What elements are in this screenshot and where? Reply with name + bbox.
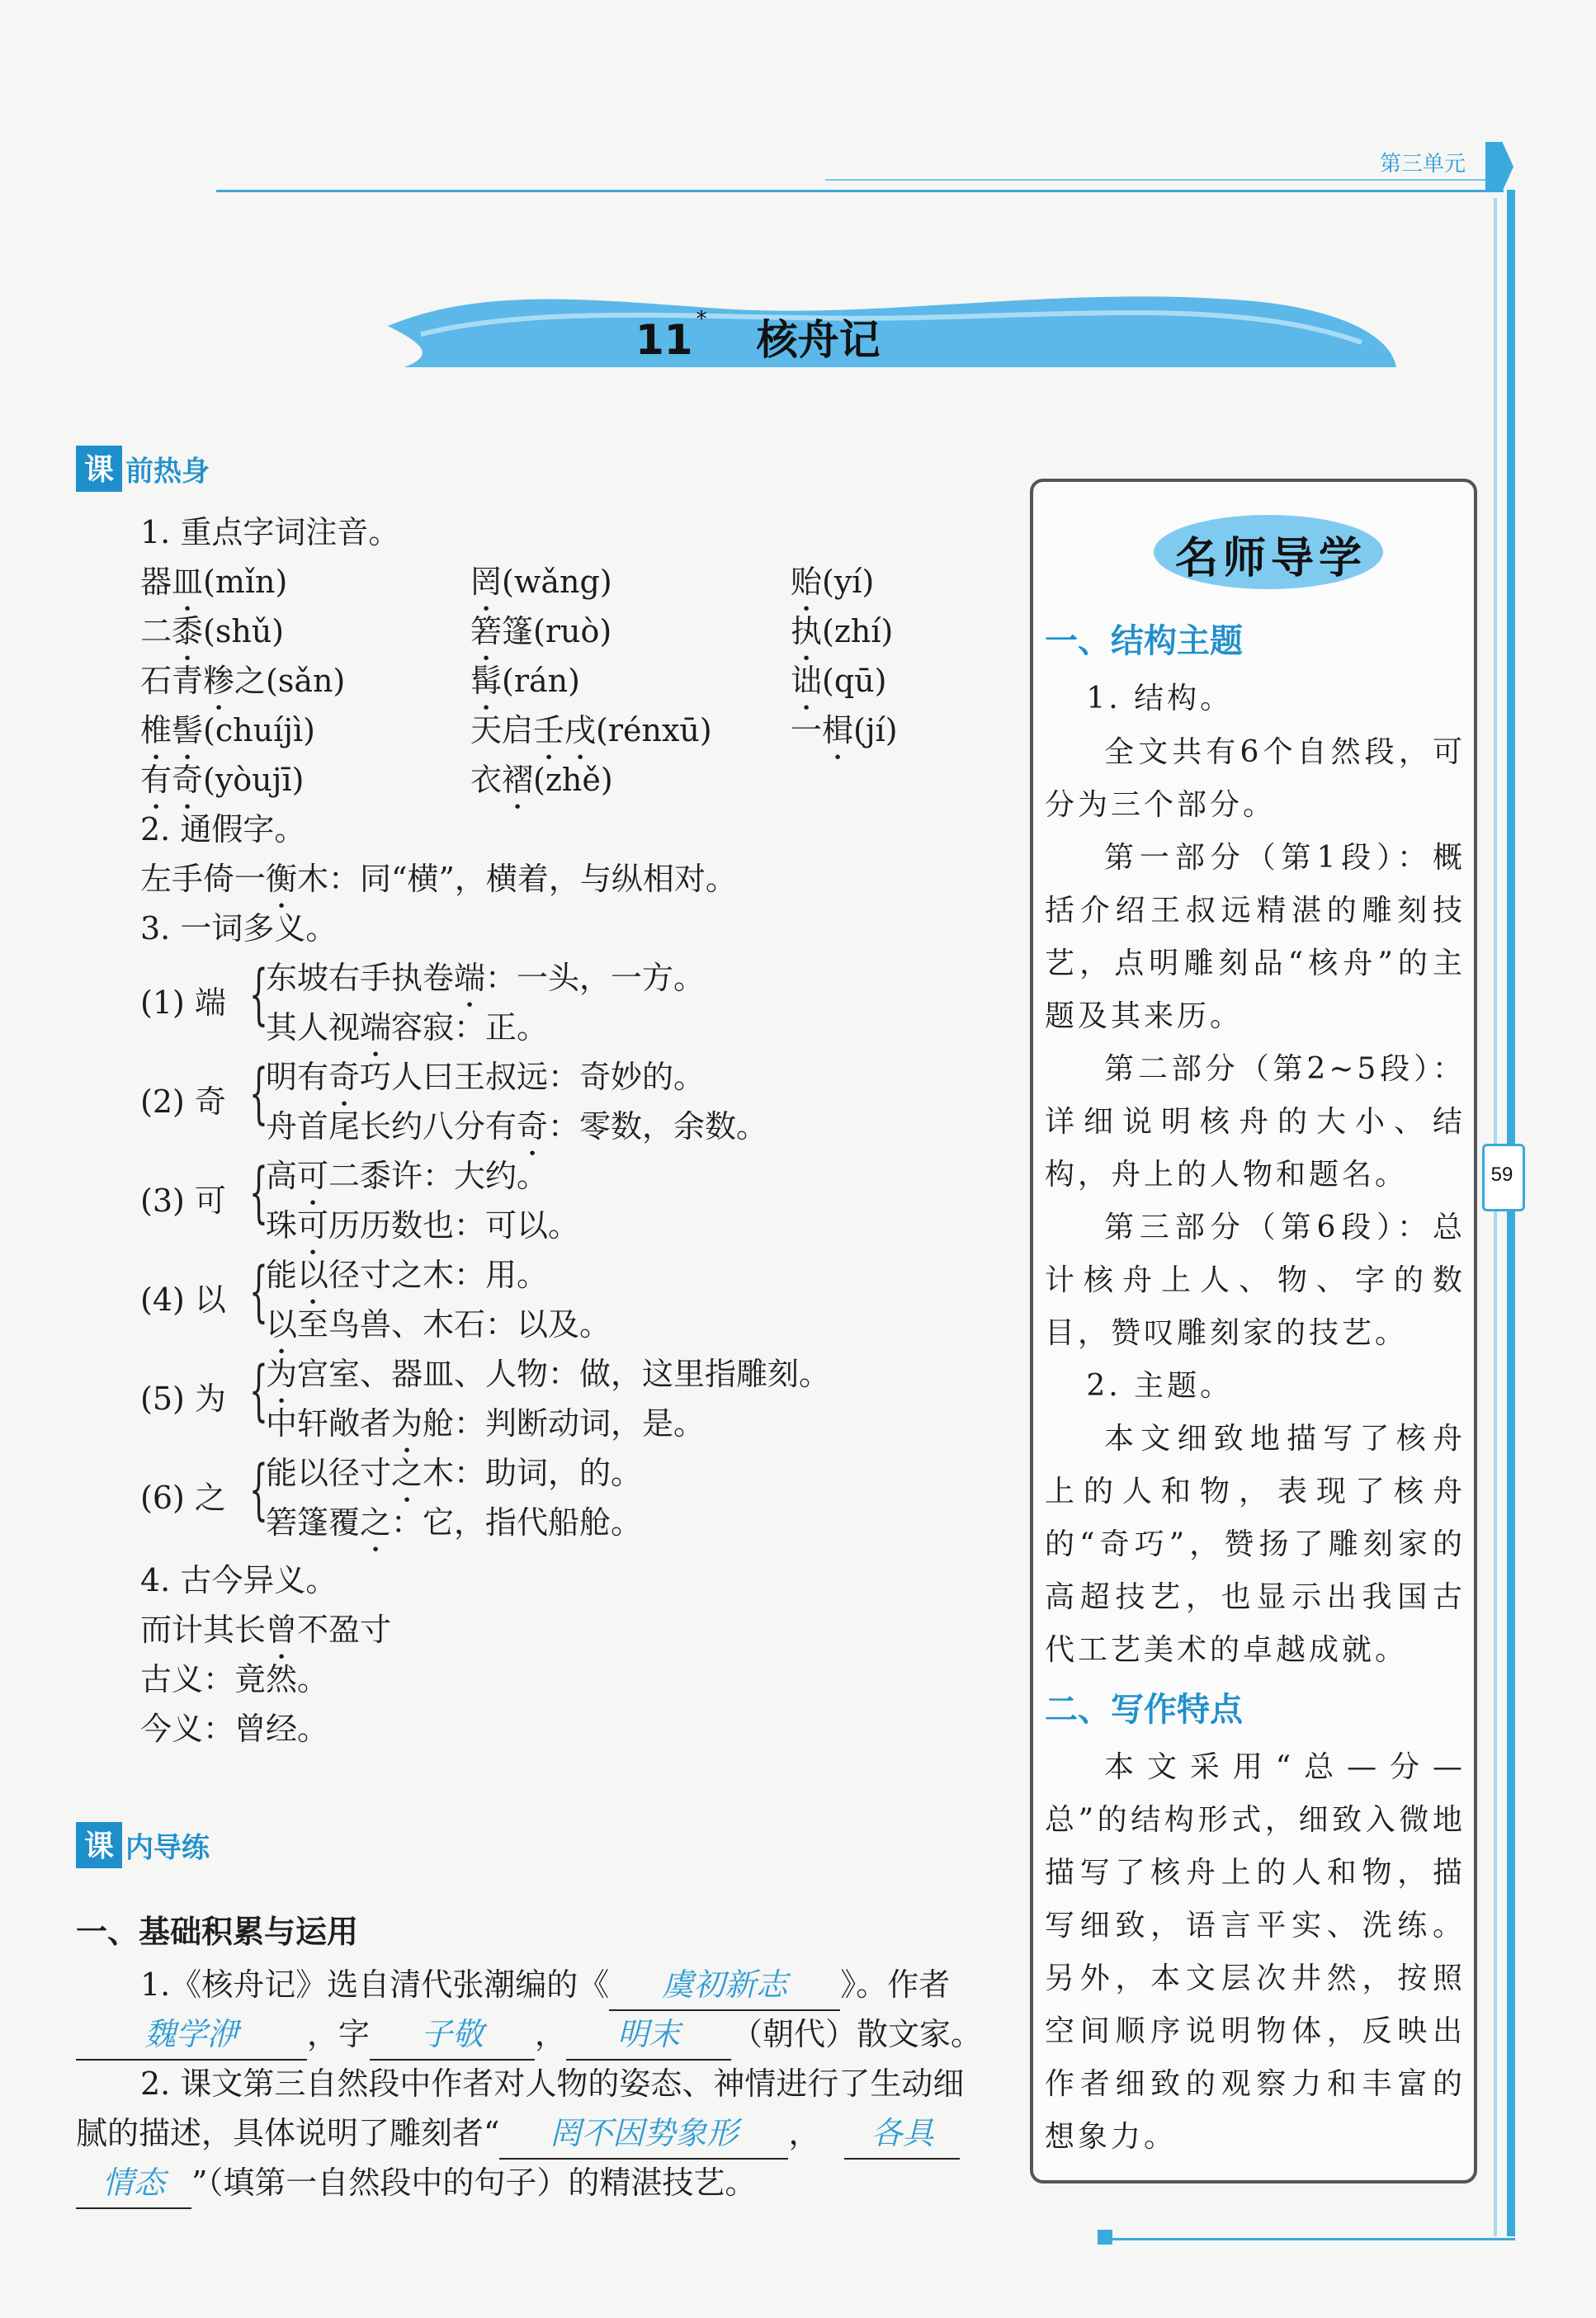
subsection-basics: 一、基础积累与运用 — [76, 1914, 359, 1950]
polysemy-sense: 舟首尾长约八分有奇：零数，余数。 — [266, 1108, 768, 1145]
section-inclass-heading: 课 内导练 — [76, 1822, 210, 1868]
ancient-meaning: 古义：竟然。 — [140, 1661, 329, 1697]
brace: { — [249, 1253, 268, 1329]
question-4: 4. 古今异义。 — [140, 1562, 338, 1598]
brace: { — [249, 956, 268, 1032]
page-number: 59 — [1490, 1164, 1513, 1186]
polysemy-term: (2) 奇 — [140, 1083, 226, 1120]
answer-author: 魏学洢 — [76, 2009, 307, 2061]
question-2: 2. 通假字。 — [140, 811, 306, 847]
header-rule — [216, 190, 1504, 192]
pinyin-item: 器皿(mǐn) — [140, 564, 288, 600]
pinyin-item: 贻(yí) — [791, 564, 875, 600]
polysemy-sense: 能以径寸之木：用。 — [266, 1257, 549, 1293]
panel-paragraph: 第一部分（第1段）：概括介绍王叔远精湛的雕刻技艺，点明雕刻品“核舟”的主题及其来历。 — [1045, 841, 1466, 1033]
right-margin-rule-light — [1494, 198, 1497, 2236]
answer-courtesy-name: 子敬 — [370, 2009, 535, 2061]
fill-line-2: 魏学洢 ，字 子敬 ， 明末 （朝代）散文家。 — [76, 2009, 982, 2061]
answer-sentence-2a: 各具 — [844, 2108, 960, 2160]
brace: { — [249, 1055, 268, 1131]
pinyin-item: 有奇(yòujī) — [140, 762, 305, 798]
panel-paragraph: 本文细致地描写了核舟上的人和物，表现了核舟的“奇巧”，赞扬了雕刻家的高超技艺，也显示出我国古代工艺美术的卓越成就。 — [1045, 1422, 1466, 1667]
panel-paragraph: 全文共有6个自然段，可分为三个部分。 — [1045, 735, 1466, 822]
answer-sentence-2b: 情态 — [76, 2158, 191, 2209]
unit-label: 第三单元 — [1380, 152, 1466, 177]
right-margin-rule — [1507, 190, 1515, 2236]
pinyin-item: 二黍(shǔ) — [140, 613, 285, 649]
section-badge: 课 — [76, 446, 122, 492]
panel-section-writing: 二、写作特点 — [1045, 1691, 1243, 1729]
polysemy-sense: 能以径寸之木：助词，的。 — [266, 1455, 643, 1491]
question-3: 3. 一词多义。 — [140, 910, 338, 947]
ancient-sentence: 而计其长曾不盈寸 — [140, 1612, 392, 1648]
pinyin-item: 天启壬戌(rénxū) — [470, 712, 712, 748]
panel-title: 名师导学 — [1174, 533, 1367, 583]
panel-paragraph: 第二部分（第2~5段）：详细说明核舟的大小、结构，舟上的人物和题名。 — [1045, 1052, 1466, 1192]
answer-dynasty: 明末 — [566, 2009, 731, 2061]
pinyin-item: 髯(rán) — [470, 663, 580, 699]
panel-paragraph: 1. 结构。 — [1086, 682, 1234, 715]
answer-collection: 虞初新志 — [609, 1960, 840, 2011]
polysemy-term: (5) 为 — [140, 1381, 226, 1417]
brace: { — [249, 1352, 268, 1428]
polysemy-term: (3) 可 — [140, 1183, 226, 1219]
fill-line-5: 情态 ”（填第一自然段中的句子）的精湛技艺。 — [76, 2158, 756, 2209]
polysemy-sense: 高可二黍许：大约。 — [266, 1158, 549, 1194]
pinyin-item: 罔(wǎng) — [470, 564, 612, 600]
lesson-star: * — [696, 307, 707, 332]
polysemy-sense: 以至鸟兽、木石：以及。 — [266, 1306, 611, 1343]
section-warmup-heading: 课 前热身 — [76, 446, 210, 492]
fill-line-1: 1.《核舟记》选自清代张潮编的《 虞初新志 》。作者 — [140, 1960, 950, 2011]
panel-writing-body: 本文采用“总—分—总”的结构形式，细致入微地描写了核舟上的人和物，描写细致，语言平实、洗练。另外，本文层次井然，按照空间顺序说明物体，反映出作者细致的观察力和丰富的想象力。 — [1045, 1750, 1466, 2154]
bottom-rule — [1106, 2238, 1515, 2240]
pinyin-item: 诎(qū) — [791, 663, 887, 699]
pinyin-item: 执(zhí) — [791, 613, 894, 649]
fill-line-3: 2. 课文第三自然段中作者对人物的姿态、神情进行了生动细 — [140, 2065, 965, 2102]
brace: { — [249, 1154, 268, 1230]
brace: { — [249, 1451, 268, 1527]
pinyin-item: 箬篷(ruò) — [470, 613, 612, 649]
pinyin-item: 一楫(jí) — [791, 712, 898, 748]
answer-sentence-1: 罔不因势象形 — [499, 2108, 788, 2160]
question-1: 1. 重点字词注音。 — [140, 514, 400, 550]
pinyin-item: 衣褶(zhě) — [470, 762, 613, 798]
polysemy-term: (1) 端 — [140, 984, 226, 1021]
section-badge: 课 — [76, 1822, 122, 1868]
bottom-square-marker — [1098, 2230, 1112, 2245]
polysemy-sense: 为宫室、器皿、人物：做，这里指雕刻。 — [266, 1356, 831, 1392]
polysemy-sense: 箬篷覆之：它，指代船舱。 — [266, 1504, 643, 1541]
polysemy-sense: 明有奇巧人曰王叔远：奇妙的。 — [266, 1059, 706, 1095]
polysemy-sense: 珠可历历数也：可以。 — [266, 1207, 580, 1244]
polysemy-sense: 东坡右手执卷端：一头，一方。 — [266, 960, 706, 996]
lesson-number: 11 — [635, 316, 693, 364]
loan-word-line: 左手倚一衡木：同“横”，横着，与纵相对。 — [140, 861, 737, 897]
panel-section-structure: 一、结构主题 — [1045, 622, 1243, 660]
modern-meaning: 今义：曾经。 — [140, 1711, 329, 1747]
fill-line-4: 腻的描述，具体说明了雕刻者“ 罔不因势象形 ， 各具 — [76, 2108, 960, 2160]
lesson-title — [635, 307, 1048, 373]
panel-paragraph: 第三部分（第6段）：总计核舟上人、物、字的数目，赞叹雕刻家的技艺。 — [1045, 1211, 1466, 1350]
polysemy-term: (4) 以 — [140, 1282, 226, 1318]
polysemy-sense: 其人视端容寂：正。 — [266, 1009, 549, 1046]
pinyin-item: 石青糁之(sǎn) — [140, 663, 346, 699]
polysemy-term: (6) 之 — [140, 1480, 226, 1516]
polysemy-sense: 中轩敞者为舱：判断动词，是。 — [266, 1405, 706, 1442]
lesson-name: 核舟记 — [756, 316, 881, 364]
pinyin-item: 椎髻(chuíjì) — [140, 712, 315, 748]
panel-paragraph: 2. 主题。 — [1086, 1369, 1234, 1403]
header-tab-arrow — [1485, 142, 1513, 191]
